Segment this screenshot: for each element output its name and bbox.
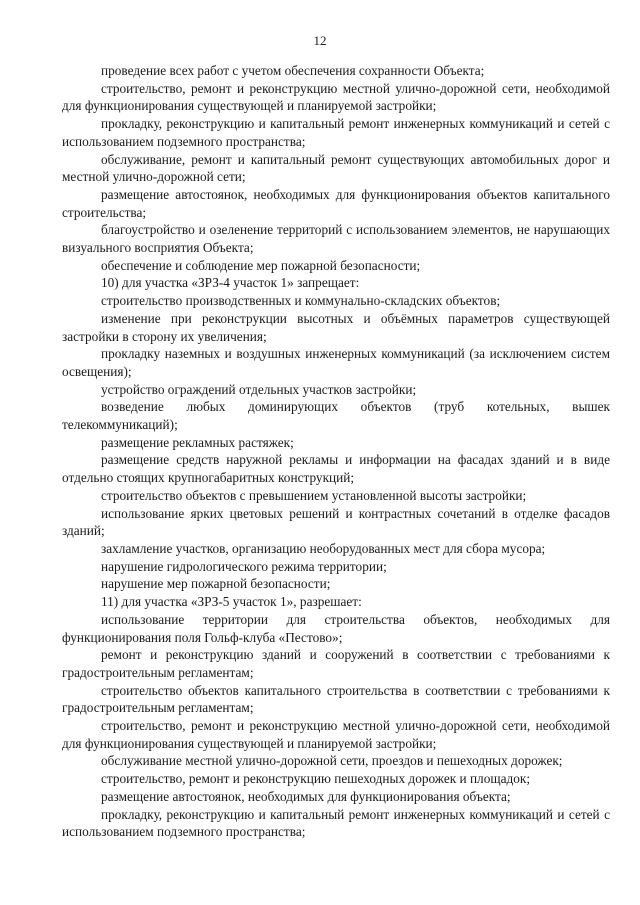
paragraph: строительство, ремонт и реконструкцию местной улично-дорожной сети, необходимой для функционирования существующей и планируемой застройки; bbox=[62, 718, 610, 751]
paragraph: нарушение мер пожарной безопасности; bbox=[101, 576, 331, 592]
paragraph: ремонт и реконструкцию зданий и сооружений в соответствии с требованиями к градостроительным регламентам; bbox=[62, 647, 610, 680]
paragraph: прокладку, реконструкцию и капитальный ремонт инженерных коммуникаций и сетей с использованием подземного пространства; bbox=[62, 806, 610, 840]
paragraph: строительство производственных и коммунально-складских объектов; bbox=[101, 293, 501, 309]
paragraph: благоустройство и озеленение территорий с использованием элементов, не нарушающих визуального восприятия Объекта; bbox=[62, 222, 610, 256]
paragraph: устройство ограждений отдельных участков застройки; bbox=[101, 381, 417, 397]
paragraph: использование территории для строительства объектов, необходимых для функционирования поля Гольф-клуба «Пестово»; bbox=[62, 611, 610, 645]
paragraph: строительство объектов с превышением установленной высоты застройки; bbox=[101, 487, 527, 503]
paragraph: обслуживание местной улично-дорожной сети, проездов и пешеходных дорожек; bbox=[101, 753, 563, 769]
paragraph: обеспечение и соблюдение мер пожарной безопасности; bbox=[101, 257, 421, 273]
paragraph: прокладку наземных и воздушных инженерных коммуникаций (за исключением систем освещения); bbox=[62, 346, 610, 379]
paragraph: прокладку, реконструкцию и капитальный ремонт инженерных коммуникаций и сетей с использованием подземного пространства; bbox=[62, 116, 610, 149]
paragraph: проведение всех работ с учетом обеспечения сохранности Объекта; bbox=[101, 63, 485, 78]
paragraph: изменение при реконструкции высотных и объёмных параметров существующей застройки в сторону их увеличения; bbox=[62, 310, 610, 344]
paragraph: строительство, ремонт и реконструкцию местной улично-дорожной сети, необходимой для функционирования существующей и планируемой застройки; bbox=[62, 80, 610, 114]
paragraph: размещение автостоянок, необходимых для функционирования объекта; bbox=[101, 788, 511, 804]
paragraph: размещение автостоянок, необходимых для функционирования объектов капитального строительства; bbox=[62, 186, 610, 220]
paragraph: обслуживание, ремонт и капитальный ремонт существующих автомобильных дорог и местной улично-дорожной сети; bbox=[62, 151, 610, 185]
paragraph: 10) для участка «ЗРЗ-4 участок 1» запрещает: bbox=[101, 275, 360, 291]
paragraph: нарушение гидрологического режима территории; bbox=[101, 558, 387, 574]
document-body bbox=[62, 62, 610, 841]
page-number: 12 bbox=[313, 33, 327, 48]
paragraph: возведение любых доминирующих объектов (труб котельных, вышек телекоммуникаций); bbox=[62, 399, 610, 433]
paragraph: строительство объектов капитального строительства в соответствии с требованиями к градостроительным регламентам; bbox=[62, 682, 610, 716]
paragraph: захламление участков, организацию необорудованных мест для сбора мусора; bbox=[101, 540, 546, 556]
paragraph: использование ярких цветовых решений и контрастных сочетаний в отделке фасадов зданий; bbox=[62, 505, 610, 539]
paragraph: размещение средств наружной рекламы и информации на фасадах зданий и в виде отдельно стоящих крупногабаритных конструкций; bbox=[62, 452, 610, 486]
paragraph: 11) для участка «ЗРЗ-5 участок 1», разрешает: bbox=[101, 594, 362, 610]
paragraph: строительство, ремонт и реконструкцию пешеходных дорожек и площадок; bbox=[101, 771, 531, 787]
paragraph: размещение рекламных растяжек; bbox=[101, 434, 294, 450]
